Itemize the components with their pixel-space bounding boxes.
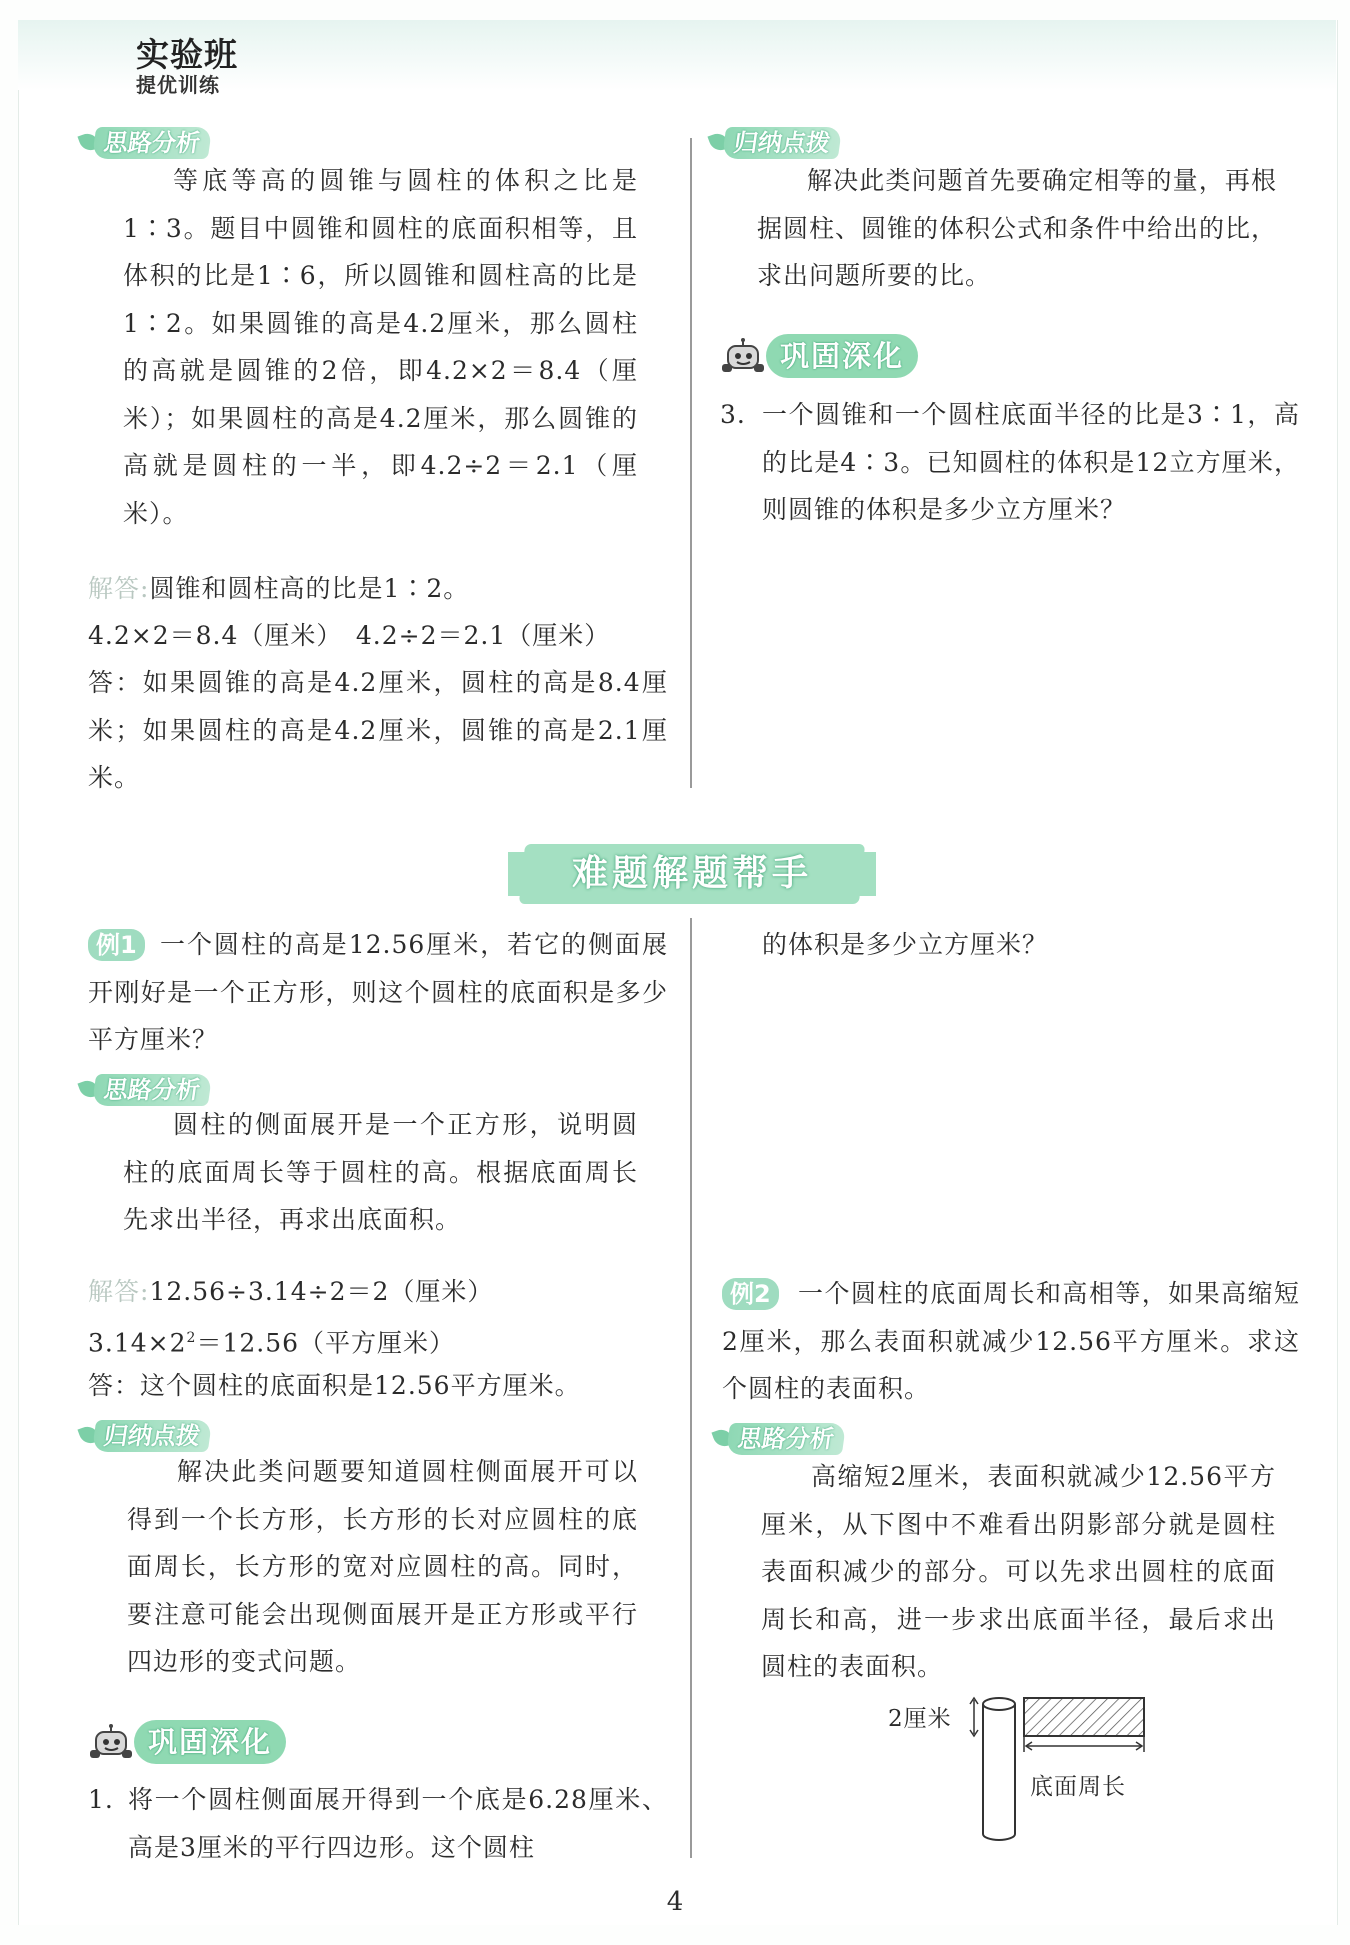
section-banner [522,844,862,904]
example-2-analysis: 高缩短2厘米，表面积就减少12.56平方厘米，从下图中不难看出阴影部分就是圆柱表面积减少的部分。可以先求出圆柱的底面周长和高，进一步求出底面半径，最后求出圆柱的表面积。 [761,1462,1276,1681]
figure-height-label: 2厘米 [888,1706,952,1732]
brand-title: 实验班 [136,35,238,74]
q1-number: 1. [88,1785,114,1814]
answer-label: 解答: [88,574,150,603]
q3-text: 一个圆锥和一个圆柱底面半径的比是3∶1，高的比是4∶3。已知圆柱的体积是12立方厘米，则圆锥的体积是多少立方厘米？ [762,400,1300,524]
robot-mascot-icon [88,1724,134,1760]
robot-mascot-icon [720,338,766,374]
analysis-text: 等底等高的圆锥与圆柱的体积之比是1∶3。题目中圆锥和圆柱的底面积相等，且体积的比是1∶6，所以圆锥和圆柱高的比是1∶2。如果圆锥的高是4.2厘米，那么圆柱的高就是圆锥的2倍，即4.2×2＝8.4（厘米）；如果圆柱的高是4.2厘米，那么圆锥的高就是圆柱的一半，即4.2÷2＝2.1（厘米）。 [123,166,638,528]
answer-line-2: 4.2×2＝8.4（厘米） 4.2÷2＝2.1（厘米） [88,621,611,650]
q1-text-continued: 的体积是多少立方厘米？ [762,930,1049,959]
example-2-question: 一个圆柱的底面周长和高相等，如果高缩短2厘米，那么表面积就减少12.56平方厘米。求这个圆柱的表面积。 [722,1279,1300,1403]
example-1-answer-conclusion: 答：这个圆柱的底面积是12.56平方厘米。 [88,1371,581,1400]
figure-width-label: 底面周长 [1030,1774,1126,1800]
answer-label: 解答: [88,1277,150,1306]
example-1-question: 一个圆柱的高是12.56厘米，若它的侧面展开刚好是一个正方形，则这个圆柱的底面积是多少平方厘米？ [88,930,668,1054]
example-1-label: 例1 [88,929,145,961]
q1-text: 将一个圆柱侧面展开得到一个底是6.28厘米、高是3厘米的平行四边形。这个圆柱 [128,1785,668,1862]
summary-text: 解决此类问题首先要确定相等的量，再根据圆柱、圆锥的体积公式和条件中给出的比，求出问题所要的比。 [757,166,1278,290]
page-number: 4 [666,1887,684,1917]
example-2-label: 例2 [722,1278,779,1310]
example-1-summary: 解决此类问题要知道圆柱侧面展开可以得到一个长方形，长方形的长对应圆柱的底面周长，长方形的宽对应圆柱的高。同时，要注意可能会出现侧面展开是正方形或平行四边形的变式问题。 [127,1457,638,1676]
q3-number: 3. [720,400,746,429]
shaded-rectangle [1024,1698,1144,1736]
column-divider-top [690,138,692,788]
example-1-answer-line-1: 解答:12.56÷3.14÷2＝2（厘米） [88,1277,494,1306]
example-1-answer-line-2: $3.14\times 2^2=12.56$（平方厘米） [88,1328,456,1358]
section-banner-title: 难题解题帮手 [571,853,812,894]
brand-subtitle: 提优训练 [136,73,220,97]
column-divider-bottom [690,918,692,1858]
example-1-analysis: 圆柱的侧面展开是一个正方形，说明圆柱的底面周长等于圆柱的高。根据底面周长先求出半径，再求出底面积。 [123,1110,638,1234]
answer-line-1: 解答:圆锥和圆柱高的比是1∶2。 [88,574,470,603]
answer-conclusion: 答：如果圆锥的高是4.2厘米，圆柱的高是8.4厘米；如果圆柱的高是4.2厘米，圆锥的高是2.1厘米。 [88,668,668,792]
brand-logo [136,35,238,97]
cylinder-shape [983,1698,1015,1840]
